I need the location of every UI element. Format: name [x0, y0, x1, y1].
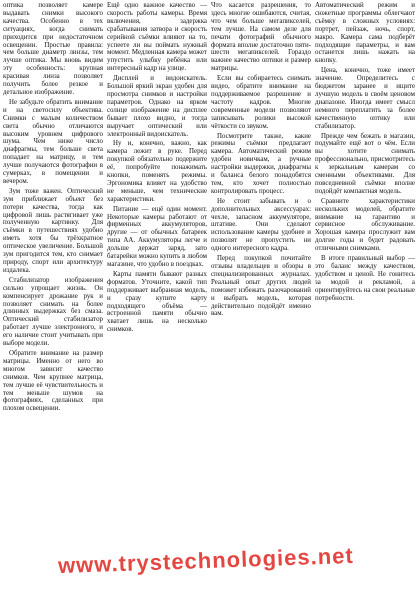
paragraph: Сравните характеристики нескольких моделей, обратите внимание на гарантию и сервисное обслуживание. Хорошая камера прослужит вам долгие годы и будет радовать отличными снимками.: [315, 197, 415, 253]
paragraph: Автоматический режим и сюжетные программы облегчают съёмку в сложных условиях: портрет, пейзаж, ночь, спорт, макро. Камера сама подберёт подходящие параметры, и вам останется лишь нажать на кнопку.: [315, 2, 415, 65]
text-column-2: [107, 2, 207, 596]
paragraph: Питание — ещё один момент. Некоторые камеры работают от фирменных аккумуляторов, другие — от обычных батареек типа АА. Аккумуляторы легче и дольше держат заряд, зато батарейки можно купить в любом магазине, что удобно в поездках.: [107, 205, 207, 268]
text-column-4: [315, 2, 415, 596]
text-column-3: [211, 2, 311, 596]
paragraph: Зум тоже важен. Оптический зум приближает объект без потери качества, тогда как цифровой лишь растягивает уже полученную картинку. Для съёмки в путешествиях удобно иметь хотя бы трёхкратное оптическое увеличение. Большой зум пригодится тем, кто снимает природу, спорт или архитектуру издалека.: [3, 187, 103, 274]
paragraph: Не стоит забывать и о дополнительных аксессуарах: чехле, запасном аккумуляторе, штативе. Они сделают использование камеры удобнее и позволят не пропустить ни одного интересного кадра.: [211, 197, 311, 253]
paragraph: Ещё одно важное качество — скорость работы камеры. Время включения, задержка срабатывания затвора и скорость серийной съёмки влияют на то, успеете ли вы поймать нужный момент. Медленная камера может упустить улыбку ребёнка или интересный кадр на улице.: [107, 2, 207, 73]
paragraph: Что касается разрешения, то здесь многие ошибаются, считая, что чем больше мегапикселей, тем лучше. На самом деле для печати фотографий обычного формата вполне достаточно пяти-шести мегапикселей. Гораздо важнее качество оптики и размер матрицы.: [211, 2, 311, 73]
paragraph: Посмотрите также, какие режимы съёмки предлагает камера. Автоматический режим удобен новичкам, а ручные настройки выдержки, диафрагмы и баланса белого понадобятся тем, кто хочет полностью контролировать процесс.: [211, 132, 311, 195]
paragraph: Обратите внимание на размер матрицы. Именно от него во многом зависит качество снимков. Чем крупнее матрица, тем лучше её чувствительность и тем меньше шумов на фотографиях, сделанных при плохом освещении.: [3, 349, 103, 413]
paragraph: Ну и, конечно, важно, как камера лежит в руке. Перед покупкой обязательно подержите её, попробуйте понажимать кнопки, поменять режимы. Эргономика влияет на удобство не меньше, чем технические характеристики.: [107, 140, 207, 203]
paragraph: В итоге правильный выбор — это баланс между качеством, удобством и ценой. Не гонитесь за модой и рекламой, а ориентируйтесь на свои реальные потребности.: [315, 255, 415, 302]
paragraph: оптика позволяет камере выдавать снимки высокого качества. Особенно в тех ситуациях, когда снимать приходится при недостаточном освещении. Простые правила: чем больше диаметр линзы, тем лучше оптика. Мы вновь видим эту особенность: крупная красивая линза позволяет получить более резкое и детальное изображение.: [3, 2, 103, 96]
paragraph: Не забудьте обратить внимание и на светосилу объектива. Снимки с малым количеством света обычно отличаются высоким уровнем цифрового шума. Чем ниже число диафрагмы, тем больше света попадает на матрицу, и тем лучше получаются фотографии в сумерках, в помещении и вечером.: [3, 98, 103, 185]
paragraph: Прежде чем бежать в магазин, подумайте ещё вот о чём. Если вы хотите снимать профессионально, присмотритесь к зеркальным камерам со сменными объективами. Для повседневной съёмки вполне подойдёт компактная модель.: [315, 132, 415, 195]
paragraph: Дисплей и видоискатель. Большой яркий экран удобен для просмотра снимков и настройки параметров. Однако на ярком солнце изображение на дисплее бывает плохо видно, и тогда выручает оптический или электронный видоискатель.: [107, 75, 207, 138]
paragraph: Перед покупкой почитайте отзывы владельцев и обзоры в специализированных журналах. Реальный опыт других людей поможет избежать разочарований и выбрать модель, которая действительно подойдёт именно вам.: [211, 255, 311, 318]
paragraph: Стабилизатор изображения сильно упрощает жизнь. Он компенсирует дрожание рук и позволяет снимать на более длинных выдержках без смаза. Оптический стабилизатор работает лучше электронного, и его наличие стоит учитывать при выборе модели.: [3, 276, 103, 348]
paragraph: Цена, конечно, тоже имеет значение. Определитесь с бюджетом заранее и ищите лучшую модель в своём ценовом диапазоне. Иногда имеет смысл немного переплатить за более качественную оптику или стабилизатор.: [315, 67, 415, 130]
paragraph: Карты памяти бывают разных форматов. Уточните, какой тип поддерживает выбранная модель, и сразу купите карту подходящего объёма — встроенной памяти обычно хватает лишь на несколько снимков.: [107, 270, 207, 334]
article-page: [3, 2, 415, 596]
paragraph: Если вы собираетесь снимать видео, обратите внимание на поддерживаемое разрешение и частоту кадров. Многие современные модели позволяют записывать ролики высокой чёткости со звуком.: [211, 75, 311, 130]
watermark-text: www.trystechnologies.net: [57, 542, 355, 579]
text-column-1: [3, 2, 103, 596]
